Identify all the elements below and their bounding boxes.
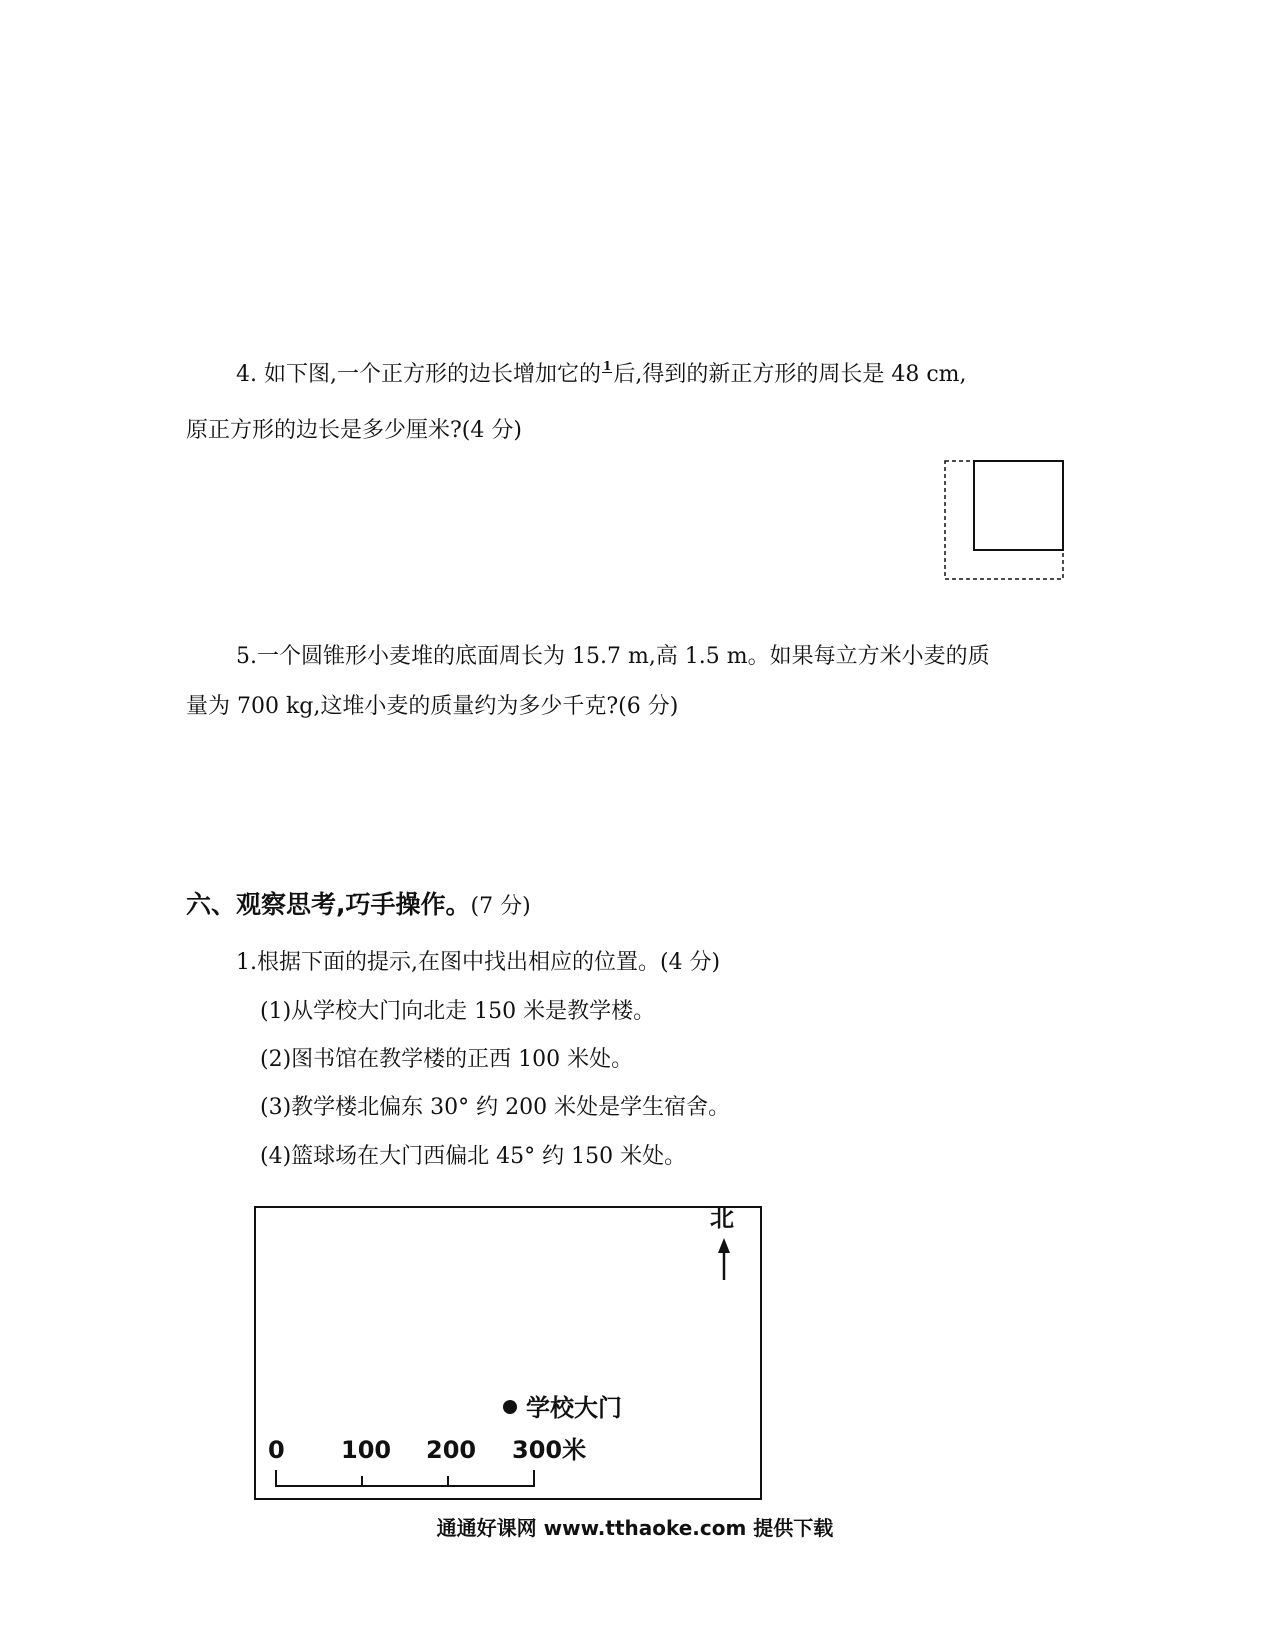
- scale-label-0: 0: [268, 1436, 285, 1464]
- hint-4: (4)篮球场在大门西偏北 45° 约 150 米处。: [260, 1144, 687, 1169]
- school-gate-dot: [503, 1400, 517, 1414]
- scale-label-200: 200: [426, 1436, 477, 1464]
- hint-3: (3)教学楼北偏东 30° 约 200 米处是学生宿舍。: [260, 1095, 731, 1120]
- square-diagram: [944, 460, 1065, 581]
- q4-text-before-fraction: 4. 如下图,一个正方形的边长增加它的: [236, 362, 601, 387]
- fraction-numerator: 1: [602, 358, 612, 373]
- footer-credit: 通通好课网 www.tthaoke.com 提供下载: [436, 1516, 834, 1540]
- q4-line1: [236, 360, 967, 390]
- section6-heading: [186, 890, 531, 922]
- school-gate-label: 学校大门: [526, 1394, 622, 1422]
- q4-text-after-fraction: 后,得到的新正方形的周长是 48 cm,: [613, 362, 967, 387]
- section6-title: 六、观察思考,巧手操作。: [186, 890, 471, 919]
- fraction-denominator-blank: [602, 373, 612, 383]
- q5-line1: 5.一个圆锥形小麦堆的底面周长为 15.7 m,高 1.5 m。如果每立方米小麦的质: [236, 644, 990, 669]
- section6-q1: 1.根据下面的提示,在图中找出相应的位置。(4 分): [236, 950, 721, 975]
- map-drawing: [256, 1208, 760, 1498]
- hint-1: (1)从学校大门向北走 150 米是教学楼。: [260, 999, 656, 1024]
- section6-points: (7 分): [470, 894, 531, 919]
- north-arrow-head: [718, 1238, 730, 1253]
- fraction: [602, 360, 612, 383]
- map-frame: [254, 1206, 762, 1500]
- original-square: [974, 461, 1063, 550]
- q4-line2: 原正方形的边长是多少厘米?(4 分): [186, 418, 522, 443]
- q5-line2: 量为 700 kg,这堆小麦的质量约为多少千克?(6 分): [186, 694, 679, 719]
- scale-label-100: 100: [341, 1436, 392, 1464]
- scale-bar: [276, 1470, 534, 1486]
- scale-label-300: 300米: [512, 1436, 587, 1464]
- hint-2: (2)图书馆在教学楼的正西 100 米处。: [260, 1047, 634, 1072]
- north-label: 北: [710, 1204, 734, 1232]
